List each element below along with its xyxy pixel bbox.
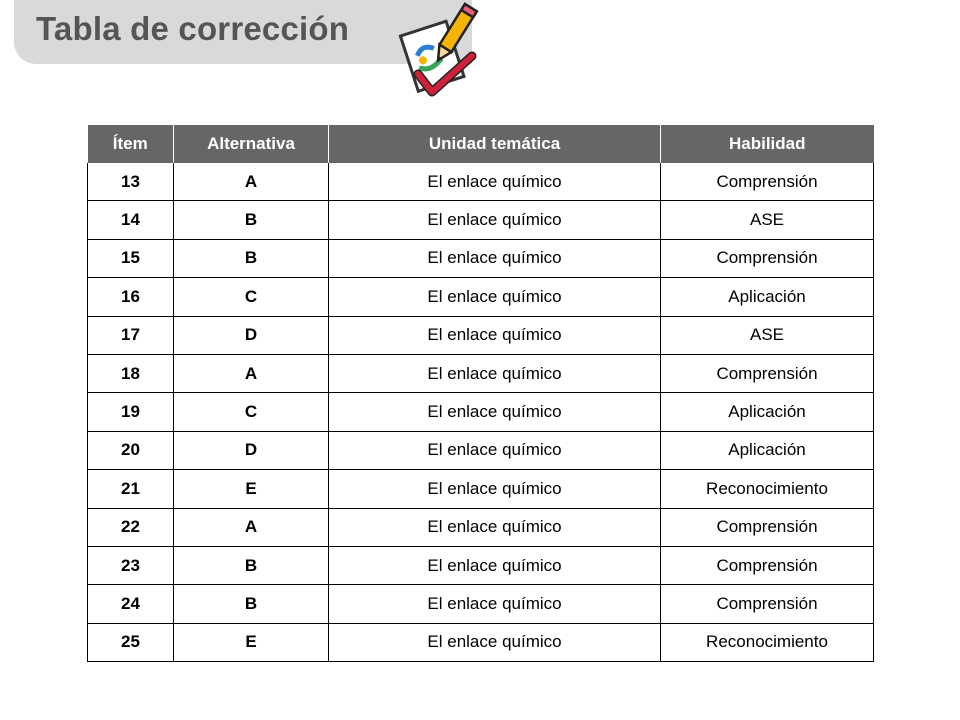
cell-unidad: El enlace químico [329, 393, 661, 431]
cell-habilidad: Aplicación [661, 431, 874, 469]
table-row [88, 546, 874, 584]
cell-item: 23 [88, 546, 174, 584]
table-header-row [88, 125, 874, 163]
pencil-check-icon [396, 0, 480, 104]
cell-habilidad: Comprensión [661, 239, 874, 277]
table-row [88, 354, 874, 392]
cell-item: 24 [88, 585, 174, 623]
cell-item: 22 [88, 508, 174, 546]
cell-item: 17 [88, 316, 174, 354]
cell-alternativa: D [174, 431, 329, 469]
cell-alternativa: E [174, 623, 329, 661]
table-row [88, 585, 874, 623]
cell-unidad: El enlace químico [329, 585, 661, 623]
cell-alternativa: A [174, 508, 329, 546]
cell-habilidad: Comprensión [661, 163, 874, 201]
table-row [88, 470, 874, 508]
cell-habilidad: Aplicación [661, 278, 874, 316]
cell-habilidad: Aplicación [661, 393, 874, 431]
cell-habilidad: Comprensión [661, 585, 874, 623]
page-title: Tabla de corrección [36, 10, 350, 47]
cell-item: 13 [88, 163, 174, 201]
cell-habilidad: ASE [661, 201, 874, 239]
cell-alternativa: B [174, 239, 329, 277]
cell-alternativa: A [174, 354, 329, 392]
cell-unidad: El enlace químico [329, 508, 661, 546]
cell-unidad: El enlace químico [329, 354, 661, 392]
cell-unidad: El enlace químico [329, 470, 661, 508]
table-row [88, 623, 874, 661]
cell-item: 19 [88, 393, 174, 431]
cell-unidad: El enlace químico [329, 316, 661, 354]
header-alternativa: Alternativa [174, 125, 329, 163]
header-habilidad: Habilidad [661, 125, 874, 163]
correction-table [87, 125, 874, 662]
header-unidad-tematica: Unidad temática [329, 125, 661, 163]
cell-habilidad: Comprensión [661, 546, 874, 584]
cell-unidad: El enlace químico [329, 278, 661, 316]
table-row [88, 393, 874, 431]
cell-habilidad: ASE [661, 316, 874, 354]
cell-alternativa: B [174, 201, 329, 239]
cell-habilidad: Comprensión [661, 354, 874, 392]
table-row [88, 163, 874, 201]
table-row [88, 508, 874, 546]
cell-alternativa: B [174, 585, 329, 623]
cell-alternativa: C [174, 393, 329, 431]
table-row [88, 201, 874, 239]
header-item: Ítem [88, 125, 174, 163]
cell-habilidad: Reconocimiento [661, 470, 874, 508]
cell-item: 16 [88, 278, 174, 316]
cell-unidad: El enlace químico [329, 431, 661, 469]
cell-item: 18 [88, 354, 174, 392]
cell-alternativa: C [174, 278, 329, 316]
cell-unidad: El enlace químico [329, 546, 661, 584]
cell-alternativa: A [174, 163, 329, 201]
cell-habilidad: Reconocimiento [661, 623, 874, 661]
cell-alternativa: B [174, 546, 329, 584]
cell-alternativa: E [174, 470, 329, 508]
cell-item: 20 [88, 431, 174, 469]
table-row [88, 239, 874, 277]
cell-alternativa: D [174, 316, 329, 354]
cell-habilidad: Comprensión [661, 508, 874, 546]
cell-item: 21 [88, 470, 174, 508]
table-row [88, 431, 874, 469]
cell-item: 15 [88, 239, 174, 277]
table-row [88, 278, 874, 316]
cell-item: 25 [88, 623, 174, 661]
cell-unidad: El enlace químico [329, 163, 661, 201]
cell-unidad: El enlace químico [329, 239, 661, 277]
cell-item: 14 [88, 201, 174, 239]
cell-unidad: El enlace químico [329, 623, 661, 661]
cell-unidad: El enlace químico [329, 201, 661, 239]
table-row [88, 316, 874, 354]
